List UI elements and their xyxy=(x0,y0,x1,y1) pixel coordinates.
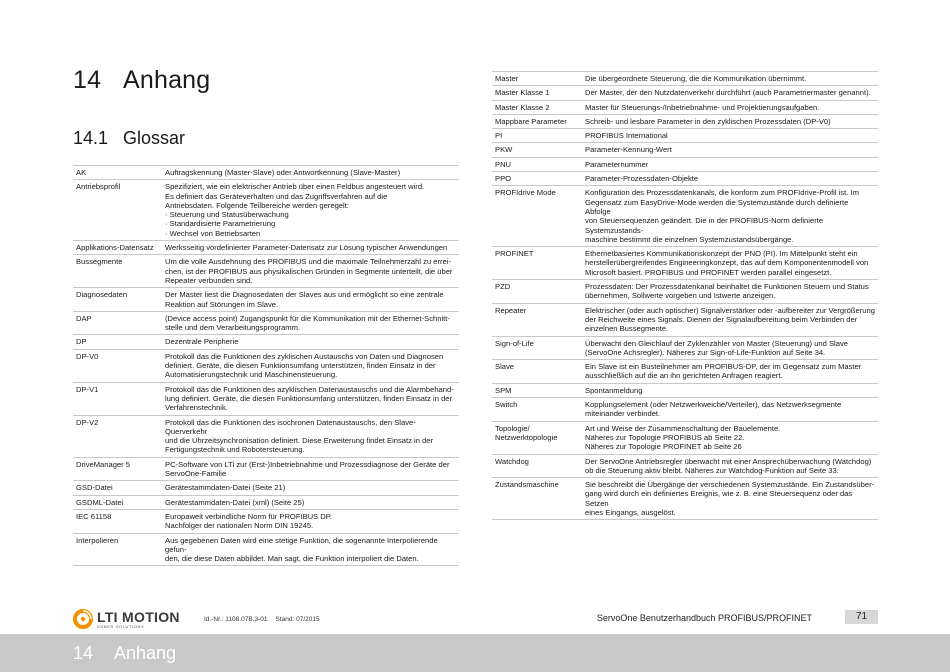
glossary-term: PPO xyxy=(492,172,582,186)
glossary-definition: Überwacht den Gleichlauf der Zyklenzähler von Master (Steuerung) und Slave (ServoOne Achsregler). Näheres zur Sign-of-Life-Funktion auf Seite 34. xyxy=(582,336,878,360)
glossary-term: Slave xyxy=(492,360,582,384)
glossary-row xyxy=(73,495,459,509)
logo-subline: KÖBER SOLUTIONS xyxy=(97,623,145,629)
glossary-row xyxy=(73,481,459,495)
glossary-definition: Der Master liest die Diagnosedaten der Slaves aus und ermöglicht so eine zentrale Reaktion auf Störungen im Slave. xyxy=(162,288,459,312)
glossary-definition: Parameternummer xyxy=(582,157,878,171)
glossary-term: Master Klasse 1 xyxy=(492,86,582,100)
page-footer xyxy=(73,607,878,631)
glossary-row xyxy=(492,478,878,520)
glossary-term: DAP xyxy=(73,311,162,335)
glossary-row xyxy=(492,383,878,397)
glossary-definition: Werksseitig vordefinierter Parameter-Datensatz zur Lösung typischer Anwendungen xyxy=(162,241,459,255)
glossary-term: Applikations-Datensatz xyxy=(73,241,162,255)
glossary-definition: Auftragskennung (Master-Slave) oder Antwortkennung (Slave-Master) xyxy=(162,166,459,180)
bottom-bar-label xyxy=(73,643,176,664)
glossary-definition: Kopplungselement (oder Netzwerkweiche/Verteiler), das Netzwerksegmente miteinander verbindet. xyxy=(582,398,878,422)
glossary-term: PKW xyxy=(492,143,582,157)
logo-name: LTI MOTION xyxy=(97,608,180,625)
glossary-row xyxy=(492,186,878,247)
glossary-definition: Die übergeordnete Steuerung, die die Kommunikation übernimmt. xyxy=(582,72,878,86)
glossary-definition: PROFIBUS International xyxy=(582,129,878,143)
glossary-row xyxy=(492,247,878,280)
glossary-term: AK xyxy=(73,166,162,180)
bottom-bar-number: 14 xyxy=(73,643,94,663)
glossary-table-left xyxy=(73,165,459,566)
glossary-definition: Spezifiziert, wie ein elektrischer Antrieb über einen Feldbus angesteuert wird. Es definiert das Geräteverhalten und das Zugriffsverfahren auf die Antriebsdaten. Folgende Teilbereiche werden geregelt: · Steuerung und Statusüberwachung · Standardisierte Parametrierung · Wechsel von Betriebsarten xyxy=(162,180,459,241)
glossary-definition: Schreib- und lesbare Parameter in den zyklischen Prozessdaten (DP-V0) xyxy=(582,114,878,128)
glossary-definition: Um die volle Ausdehnung des PROFIBUS und die maximale Teilnehmerzahl zu errei- chen, ist der PROFIBUS aus physikalischen Gründen in Segmente unterteilt, die über Repeater verbunden sind. xyxy=(162,255,459,288)
document-id: Id.-Nr.: 1108.07B.3-01 xyxy=(204,616,268,623)
glossary-definition: Master für Steuerungs-/Inbetriebnahme- und Projektierungsaufgaben. xyxy=(582,100,878,114)
glossary-definition: Parameter-Prozessdaten-Objekte xyxy=(582,172,878,186)
glossary-term: Mappbare Parameter xyxy=(492,114,582,128)
glossary-row xyxy=(492,303,878,336)
glossary-definition: Europaweit verbindliche Norm für PROFIBUS DP. Nachfolger der nationalen Norm DIN 19245. xyxy=(162,509,459,533)
glossary-term: SPM xyxy=(492,383,582,397)
glossary-term: PNU xyxy=(492,157,582,171)
glossary-definition: PC-Software von LTi zur (Erst-)Inbetriebnahme und Prozessdiagnose der Geräte der ServoOne-Familie xyxy=(162,457,459,481)
glossary-term: Switch xyxy=(492,398,582,422)
glossary-term: PROFIdrive Mode xyxy=(492,186,582,247)
glossary-row xyxy=(73,533,459,566)
glossary-row xyxy=(73,415,459,457)
glossary-term: Watchdog xyxy=(492,454,582,478)
glossary-term: Bussegmente xyxy=(73,255,162,288)
glossary-definition: Aus gegebenen Daten wird eine stetige Funktion, die sogenannte Interpolierende gefun- den, die diese Daten abbildet. Man sagt, die Funktion interpoliert die Daten. xyxy=(162,533,459,566)
chapter-title-text: Anhang xyxy=(123,66,211,94)
glossary-definition: Ethernetbasiertes Kommunikationskonzept der PNO (PI). Im Mittelpunkt steht ein herstellerübergreifendes Engineeringkonzept, das auf dem Komponentenmodell von Microsoft basiert. PROFIBUS und PROFINET werden parallel eingesetzt. xyxy=(582,247,878,280)
glossary-term: PZD xyxy=(492,280,582,304)
glossary-row xyxy=(492,129,878,143)
document-meta xyxy=(204,616,320,623)
glossary-definition: Spontanmeldung xyxy=(582,383,878,397)
glossary-term: IEC 61158 xyxy=(73,509,162,533)
lti-motion-logo xyxy=(73,609,180,629)
glossary-term: DP-V1 xyxy=(73,382,162,415)
glossary-row xyxy=(492,72,878,86)
glossary-term: Topologie/ Netzwerktopologie xyxy=(492,421,582,454)
logo-text xyxy=(97,610,180,629)
glossary-table-right xyxy=(492,71,878,520)
glossary-term: DP xyxy=(73,335,162,349)
glossary-term: Master xyxy=(492,72,582,86)
bottom-bar-title: Anhang xyxy=(114,643,177,663)
glossary-row xyxy=(73,288,459,312)
glossary-definition: Konfiguration des Prozessdatenkanals, die konform zum PROFIdrive-Profil ist. Im Gegensatz zum EasyDrive-Mode werden die Systemzustände durch definierte Abfolge von Steuersequenzen geändert. Die in der PROFIBUS-Norm definierte Systemzustands- maschine bestimmt die einzelnen Systemzustandsübergänge. xyxy=(582,186,878,247)
glossary-term: DP-V2 xyxy=(73,415,162,457)
glossary-row xyxy=(73,457,459,481)
glossary-row xyxy=(73,255,459,288)
glossary-definition: Dezentrale Peripherie xyxy=(162,335,459,349)
glossary-row xyxy=(73,166,459,180)
glossary-definition: Protokoll das die Funktionen des azyklischen Datenaustauschs und die Alarmbehand- lung definiert. Geräte, die diesen Funktionsumfang unterstützen, finden Einsatz in der Verfahrenstechnik. xyxy=(162,382,459,415)
glossary-term: Master Klasse 2 xyxy=(492,100,582,114)
glossary-row xyxy=(492,398,878,422)
glossary-definition: Prozessdaten: Der Prozessdatenkanal beinhaltet die Funktionen Steuern und Status übernehmen, Sollwerte vorgeben und Istwerte anzeigen. xyxy=(582,280,878,304)
page-number: 71 xyxy=(845,610,878,624)
glossary-row xyxy=(492,143,878,157)
glossary-term: Interpolieren xyxy=(73,533,162,566)
glossary-term: Diagnosedaten xyxy=(73,288,162,312)
glossary-row xyxy=(73,509,459,533)
glossary-row xyxy=(492,100,878,114)
section-title xyxy=(73,128,185,149)
glossary-row xyxy=(492,280,878,304)
glossary-definition: Gerätestammdaten-Datei (Seite 21) xyxy=(162,481,459,495)
glossary-row xyxy=(492,172,878,186)
glossary-term: PROFINET xyxy=(492,247,582,280)
glossary-definition: Sie beschreibt die Übergänge der verschiedenen Systemzustände. Ein Zustandsüber- gang wird durch ein definiertes Ereignis, wie z. B. eine Steuersequenz oder das Setzen eines Eingangs, ausgelöst. xyxy=(582,478,878,520)
glossary-definition: Ein Slave ist ein Busteilnehmer am PROFIBUS-DP, der im Gegensatz zum Master ausschließlich auf die an ihn gerichteten Anfragen reagiert. xyxy=(582,360,878,384)
glossary-row xyxy=(492,157,878,171)
chapter-title xyxy=(73,66,210,95)
glossary-term: DP-V0 xyxy=(73,349,162,382)
glossary-row xyxy=(492,336,878,360)
lti-logo-icon xyxy=(73,609,93,629)
manual-title: ServoOne Benutzerhandbuch PROFIBUS/PROFINET xyxy=(596,613,812,623)
glossary-term: Zustandsmaschine xyxy=(492,478,582,520)
glossary-definition: Der Master, der den Nutzdatenverkehr durchführt (auch Parametriermaster genannt). xyxy=(582,86,878,100)
glossary-row xyxy=(73,349,459,382)
glossary-term: GSD-Datei xyxy=(73,481,162,495)
glossary-definition: Gerätestammdaten-Datei (xml) (Seite 25) xyxy=(162,495,459,509)
document-date: Stand: 07/2015 xyxy=(275,616,320,623)
glossary-definition: Protokoll das die Funktionen des zyklischen Austauschs von Daten und Diagnosen definiert. Geräte, die diesen Funktionsumfang unterstützen, finden Einsatz in der Automatisierungstechnik und Maschinensteuerung. xyxy=(162,349,459,382)
section-number: 14.1 xyxy=(73,128,109,148)
glossary-term: Antriebsprofil xyxy=(73,180,162,241)
chapter-bottom-bar xyxy=(0,634,950,672)
glossary-row xyxy=(73,180,459,241)
glossary-row xyxy=(73,382,459,415)
section-title-text: Glossar xyxy=(123,128,186,148)
glossary-term: DriveManager 5 xyxy=(73,457,162,481)
glossary-row xyxy=(492,454,878,478)
glossary-row xyxy=(73,311,459,335)
glossary-definition: (Device access point) Zugangspunkt für die Kommunikation mit der Ethernet-Schnitt- stelle und dem Verarbeitungsprogramm. xyxy=(162,311,459,335)
glossary-row xyxy=(492,360,878,384)
chapter-number: 14 xyxy=(73,66,102,94)
glossary-row xyxy=(73,335,459,349)
glossary-term: Repeater xyxy=(492,303,582,336)
glossary-definition: Der ServoOne Antriebsregler überwacht mit einer Ansprechüberwachung (Watchdog) ob die Steuerung aktiv bleibt. Näheres zur Watchdog-Funktion auf Seite 33. xyxy=(582,454,878,478)
glossary-row xyxy=(73,241,459,255)
glossary-row xyxy=(492,421,878,454)
glossary-definition: Parameter-Kennung-Wert xyxy=(582,143,878,157)
glossary-definition: Art und Weise der Zusammenschaltung der Bauelemente. Näheres zur Topologie PROFIBUS ab Seite 22. Näheres zur Topologie PROFINET ab Seite 26 xyxy=(582,421,878,454)
glossary-term: Sign-of-Life xyxy=(492,336,582,360)
glossary-term: GSDML-Datei xyxy=(73,495,162,509)
glossary-definition: Elektrischer (oder auch optischer) Signalverstärker oder -aufbereiter zur Vergrößerung der Reichweite eines Signals. Dienen der Signalaufbereitung beim Verbinden der einzelnen Bussegmente. xyxy=(582,303,878,336)
glossary-definition: Protokoll das die Funktionen des isochronen Datenaustauschs, den Slave-Querverkehr und die Uhrzeitsynchronisation definiert. Diese Erweiterung findet Einsatz in der Fertigungstechnik und Robotersteuerung. xyxy=(162,415,459,457)
glossary-term: PI xyxy=(492,129,582,143)
glossary-row xyxy=(492,114,878,128)
glossary-row xyxy=(492,86,878,100)
